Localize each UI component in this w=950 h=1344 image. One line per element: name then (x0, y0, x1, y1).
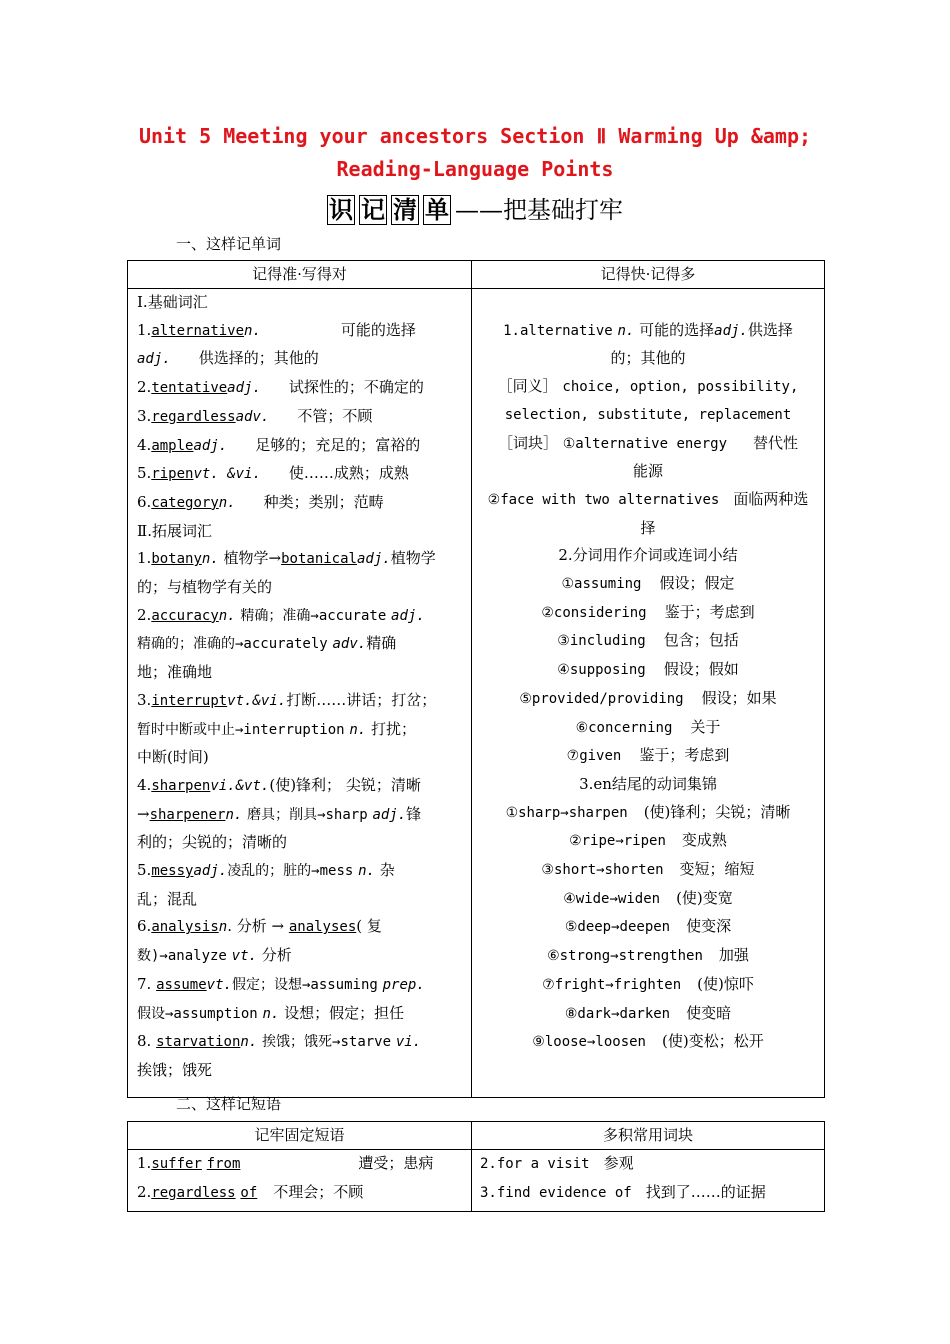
vocab-entry-cont: 中断(时间) (137, 748, 209, 767)
list-item: ⑤deep→deepen 使变深 (564, 917, 732, 936)
list-item: ②ripe→ripen 变成熟 (569, 831, 727, 850)
banner-char: 记 (361, 195, 385, 224)
vocab-entry: 6.categoryn. 种类；类别；范畴 (137, 492, 384, 511)
phrase-entry: 2.regardless of 不理会；不顾 (137, 1182, 364, 1201)
chunk-entry: 3.find evidence of 找到了……的证据 (480, 1182, 766, 1201)
vocabulary-left-cell (128, 289, 472, 1098)
list-item: ⑤provided/providing 假设；如果 (519, 688, 777, 707)
vocab-entry-cont: 数)→analyze vt. 分析 (137, 946, 292, 965)
vocab-entry: 7. assumevt.假定；设想→assuming prep. (137, 974, 425, 993)
list-item: ⑥strong→strengthen 加强 (547, 946, 749, 965)
list-item: ⑥concerning 关于 (575, 717, 721, 736)
section-heading-words: 一、这样记单词 (176, 235, 282, 253)
vocabulary-table (127, 260, 825, 1098)
subheading: Ⅱ.拓展词汇 (137, 521, 212, 540)
vocab-entry-cont: 地；准确地 (137, 663, 213, 682)
list-item: ④supposing 假设；假如 (557, 660, 739, 679)
column-header: 记得快·记得多 (472, 261, 825, 289)
vocab-entry-cont: adj. 供选择的；其他的 (137, 349, 319, 368)
chunks-line-cont: 能源 (632, 462, 663, 481)
participle-list (480, 570, 816, 771)
en-verb-list (480, 799, 816, 1057)
list-item: ⑦given 鉴于；考虑到 (566, 746, 730, 765)
vocab-entry-cont: 挨饿；饿死 (137, 1060, 213, 1079)
subheading: Ⅰ.基础词汇 (137, 293, 208, 311)
document-title-line2: Reading-Language Points (336, 157, 614, 181)
list-item: ④wide→widen (使)变宽 (563, 888, 733, 907)
vocab-entry-cont: 的；与植物学有关的 (137, 578, 273, 597)
column-header: 记得准·写得对 (128, 261, 472, 289)
chunks-line-cont: 择 (640, 518, 656, 537)
vocab-entry: 3.interruptvt.&vi.打断……讲话；打岔； (137, 690, 437, 709)
vocab-entry-cont: →sharpenern. 磨具；削具→sharp adj.锋 (137, 804, 422, 823)
list-item: ②considering 鉴于；考虑到 (541, 602, 755, 621)
vocab-entry: 3.regardlessadv. 不管；不顾 (137, 406, 373, 425)
vocab-entry: 2.accuracyn. 精确；准确→accurate adj. (137, 605, 425, 624)
vocab-entry: 5.ripenvt. &vi. 使……成熟；成熟 (137, 464, 409, 483)
vocab-entry-cont: 利的；尖锐的；清晰的 (137, 833, 288, 852)
banner-char: 清 (393, 195, 417, 224)
list-item: ①assuming 假设；假定 (561, 574, 735, 593)
document-title-line1: Unit 5 Meeting your ancestors Section Ⅱ Warming Up &amp; (138, 124, 812, 148)
list-item: ⑨loose→loosen (使)变松；松开 (532, 1032, 764, 1051)
synonyms-line: ［同义］ choice, option, possibility, (497, 377, 799, 396)
column-header: 多积常用词块 (472, 1122, 825, 1150)
vocab-entry: 2.tentativeadj. 试探性的；不确定的 (137, 378, 424, 397)
memory-entry: 1.alternative n. 可能的选择adj.供选择 (503, 320, 793, 339)
vocab-entry-cont: 乱；混乱 (137, 889, 198, 908)
list-item: ①sharp→sharpen (使)锋利；尖锐；清晰 (505, 802, 791, 821)
vocab-entry: 4.sharpenvi.&vt.(使)锋利； 尖锐；清晰 (137, 775, 421, 794)
list-item: ③short→shorten 变短；缩短 (541, 860, 755, 879)
banner-char: 单 (425, 195, 449, 224)
phrase-entry: 1.suffer from 遭受；患病 (137, 1154, 434, 1172)
column-header: 记牢固定短语 (128, 1122, 472, 1150)
memory-entry-cont: 的；其他的 (610, 349, 686, 368)
vocab-entry-cont: 暂时中断或中止→interruption n. 打扰； (137, 719, 417, 738)
phrase-table (127, 1121, 825, 1212)
banner-subtitle: ——把基础打牢 (455, 196, 623, 224)
vocabulary-right-cell (472, 289, 825, 1098)
list-item: ⑧dark→darken 使变暗 (564, 1003, 732, 1022)
list-item: ⑦fright→frighten (使)惊吓 (542, 974, 754, 993)
vocab-entry-cont: 精确的；准确的→accurately adv.精确 (137, 634, 397, 653)
subheading: 3.en结尾的动词集锦 (579, 774, 717, 793)
vocab-entry: 1.alternativen. 可能的选择 (137, 320, 416, 339)
synonyms-line-cont: selection, substitute, replacement (504, 406, 792, 423)
section-heading-phrases: 二、这样记短语 (176, 1095, 282, 1113)
phrase-right-cell (472, 1150, 825, 1212)
subheading: 2.分词用作介词或连词小结 (558, 546, 738, 565)
chunks-line: ［词块］ ①alternative energy 替代性 (497, 433, 799, 452)
section-banner (0, 193, 950, 227)
vocab-entry: 5.messyadj.凌乱的；脏的→mess n. 杂 (137, 861, 395, 880)
vocab-entry: 1.botanyn. 植物学→botanicaladj.植物学 (137, 549, 436, 568)
vocab-entry: 4.ampleadj. 足够的；充足的；富裕的 (137, 435, 421, 454)
chunk-entry: 2.for a visit 参观 (480, 1154, 634, 1172)
vocab-entry-cont: 假设→assumption n. 设想；假定；担任 (137, 1003, 405, 1022)
chunks-line: ②face with two alternatives 面临两种选 (487, 489, 809, 508)
phrase-left-cell (128, 1150, 472, 1212)
banner-char: 识 (329, 195, 353, 224)
list-item: ③including 包含；包括 (557, 631, 739, 650)
vocab-entry: 8. starvationn. 挨饿；饿死→starve vi. (137, 1032, 422, 1051)
vocab-entry: 6.analysisn. 分析 → analyses( 复 (137, 917, 382, 936)
